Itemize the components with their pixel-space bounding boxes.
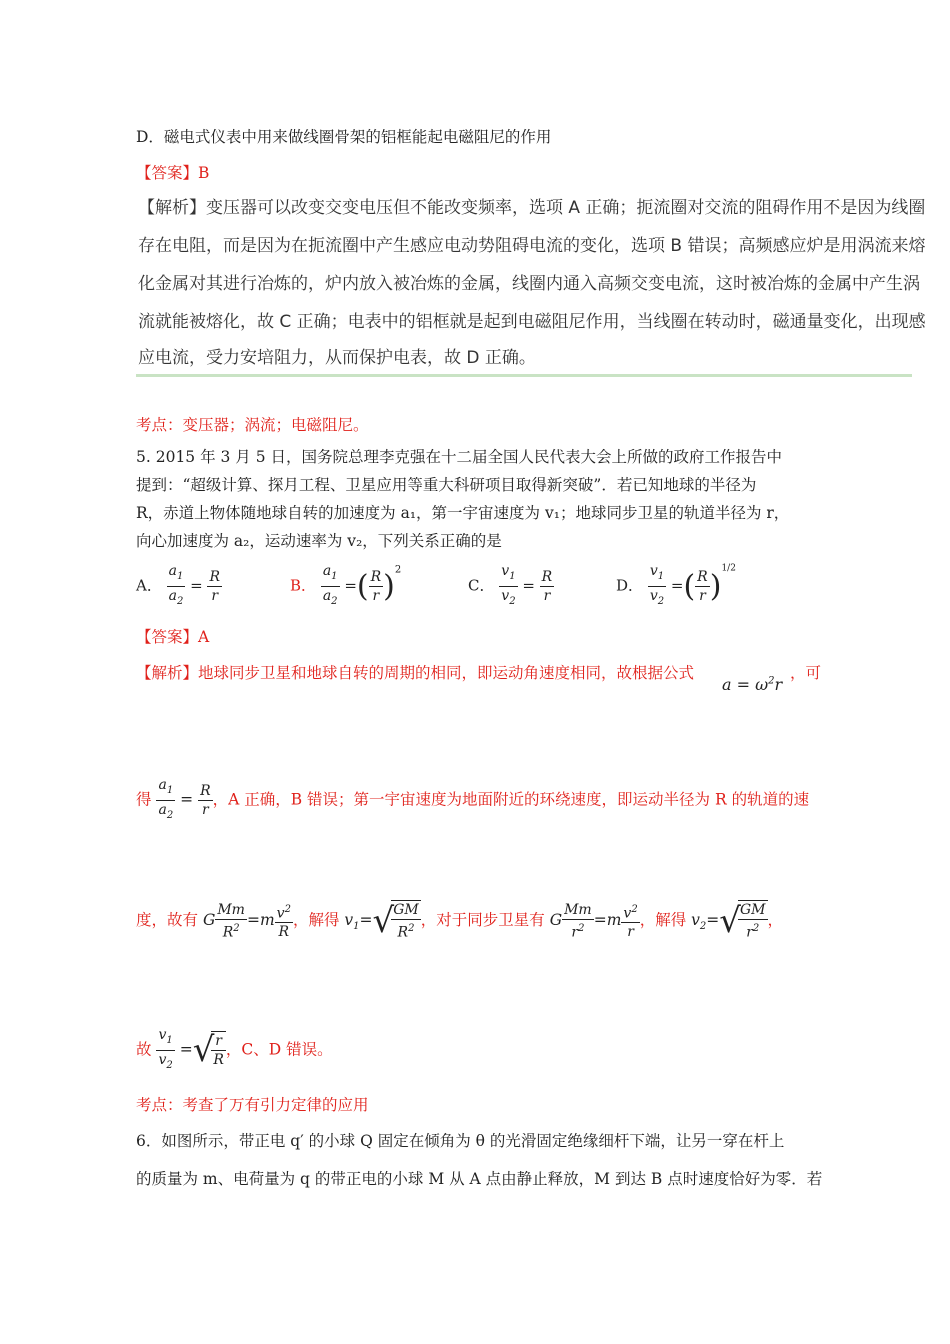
- analysis-text: 得: [136, 790, 152, 809]
- kaodian-text: 考点：变压器；涡流；电磁阻尼。: [136, 416, 369, 434]
- analysis-text: ，可: [790, 664, 822, 682]
- formula-fraction: $\frac{Mm}{r^2}$: [564, 901, 592, 941]
- sqrt-formula: √ $\frac{r}{R}$: [192, 1030, 224, 1071]
- option-c-label: C．: [468, 576, 495, 595]
- option-d-text: D．磁电式仪表中用来做线圈骨架的铝框能起电磁阻尼的作用: [136, 128, 552, 146]
- option-a-label: A．: [136, 576, 162, 595]
- option-c: C． $\frac{v_1}{v_2}$ = $\frac{R}{r}$: [468, 562, 554, 611]
- option-d-label: D．: [616, 576, 644, 595]
- formula-a-omega: $a = \omega^2r$: [722, 675, 783, 694]
- analysis-text: ，对于同步卫星有: [420, 910, 545, 929]
- explanation-line: 化金属对其进行冶炼的，炉内放入被冶炼的金属，线圈内通入高频交变电流，这时被冶炼的金属中产生涡: [138, 274, 920, 294]
- formula-fraction: $\frac{R}{r}$: [370, 568, 382, 604]
- formula-fraction: $\frac{a_1}{a_2}$: [168, 563, 184, 607]
- formula-fraction: $\frac{v^2}{R}$: [275, 901, 293, 942]
- explanation-line: 流就能被熔化，故 C 正确；电表中的铝框就是起到电磁阻尼作用，当线圈在转动时，磁通量变化，出现感: [138, 312, 926, 332]
- option-a: A． $\frac{a_1}{a_2}$ = $\frac{R}{r}$: [136, 562, 222, 611]
- explanation-line: 存在电阻，而是因为在扼流圈中产生感应电动势阻碍电流的变化，选项 B 错误；高频感应炉是用涡流来熔: [138, 236, 926, 256]
- analysis-text: ，A 正确，B 错误；第一宇宙速度为地面附近的环绕速度，即运动半径为 R 的轨道的速: [212, 790, 810, 809]
- q5-analysis-line-4: 故 $\frac{v_1}{v_2}$ =√ $\frac{r}{R}$ ，C、D 错误。: [136, 1026, 333, 1075]
- sqrt-formula: √ $\frac{GM}{r^2}$: [719, 900, 766, 941]
- formula-fraction: $\frac{R}{r}$: [200, 782, 211, 818]
- formula-fraction: $\frac{v^2}{r}$: [621, 901, 639, 942]
- q5-stem-line: R，赤道上物体随地球自转的加速度为 a₁，第一宇宙速度为 v₁；地球同步卫星的轨道半径为 r，: [136, 504, 790, 522]
- analysis-head: 【解析】: [136, 664, 199, 682]
- q5-stem-line: 向心加速度为 a₂，运动速率为 v₂，下列关系正确的是: [136, 532, 502, 550]
- q5-stem-line: 提到：“超级计算、探月工程、卫星应用等重大科研项目取得新突破”．若已知地球的半径为: [136, 476, 757, 494]
- q6-stem-line: 6．如图所示，带正电 q′ 的小球 Q 固定在倾角为 θ 的光滑固定绝缘细杆下端，让另一穿在杆上: [136, 1132, 785, 1150]
- analysis-text: 度，故有: [136, 910, 199, 929]
- q5-stem-line: 5. 2015 年 3 月 5 日，国务院总理李克强在十二届全国人民代表大会上所做的政府工作报告中: [136, 448, 783, 466]
- option-d: D． $\frac{v_1}{v_2}$ =( $\frac{R}{r}$ )$^{1/2}$: [616, 562, 736, 611]
- q5-answer-label: 【答案】A: [136, 628, 210, 646]
- option-b-label: B．: [290, 576, 317, 595]
- explanation-line: 【解析】变压器可以改变交变电压但不能改变频率，选项 A 正确；扼流圈对交流的阻碍作用不是因为线圈: [138, 198, 926, 218]
- formula-fraction: $\frac{a_1}{a_2}$: [322, 563, 338, 607]
- formula-fraction: $\frac{R}{r}$: [697, 568, 708, 604]
- analysis-text: 地球同步卫星和地球自转的周期的相同，即运动角速度相同，故根据公式: [198, 664, 695, 682]
- q6-stem-line: 的质量为 m、电荷量为 q 的带正电的小球 M 从 A 点由静止释放，M 到达 B 点时速度恰好为零．若: [136, 1170, 823, 1188]
- analysis-text: ，解得: [639, 910, 687, 929]
- sqrt-formula: √ $\frac{GM}{R^2}$: [372, 900, 419, 941]
- formula-fraction: $\frac{v_1}{v_2}$: [501, 563, 516, 607]
- q5-analysis-line-2: 得 $\frac{a_1}{a_2}$ = $\frac{R}{r}$ ，A 正确，B 错误；第一宇宙速度为地面附近的环绕速度，即运动半径为 R 的轨道的速: [136, 776, 809, 825]
- formula-fraction: $\frac{v_1}{v_2}$: [649, 563, 665, 607]
- option-b: B． $\frac{a_1}{a_2}$ =( $\frac{R}{r}$ )$^2$: [290, 562, 401, 611]
- explanation-line: 应电流，受力安培阻力，从而保护电表，故 D 正确。: [138, 348, 536, 368]
- formula-fraction: $\frac{R}{r}$: [209, 568, 221, 604]
- q5-kaodian: 考点：考查了万有引力定律的应用: [136, 1096, 369, 1114]
- q5-analysis-line-3: 度，故有 G $\frac{Mm}{R^2}$ =m $\frac{v^2}{R}$ ，解得 $v_1=√$ $\frac{GM}{R^2}$ ，对于同步卫星有 G $\frac{Mm}{r^2}$ =m $\frac{v^2}{r}$ ，解得 $v_2=√$ $\frac{GM}{r^2}$ ，: [136, 900, 784, 941]
- analysis-text: 故: [136, 1040, 152, 1059]
- formula-fraction: $\frac{a_1}{a_2}$: [158, 777, 174, 821]
- q5-analysis-line-1: [136, 662, 694, 684]
- answer-label: 【答案】B: [136, 164, 210, 182]
- explanation-box: [136, 188, 926, 377]
- formula-fraction: $\frac{R}{r}$: [541, 568, 553, 604]
- formula-fraction: $\frac{Mm}{R^2}$: [217, 901, 245, 941]
- analysis-text: ，解得: [292, 910, 340, 929]
- formula-fraction: $\frac{v_1}{v_2}$: [158, 1027, 173, 1071]
- analysis-text: ，: [767, 910, 784, 929]
- analysis-text: ，C、D 错误。: [225, 1040, 333, 1059]
